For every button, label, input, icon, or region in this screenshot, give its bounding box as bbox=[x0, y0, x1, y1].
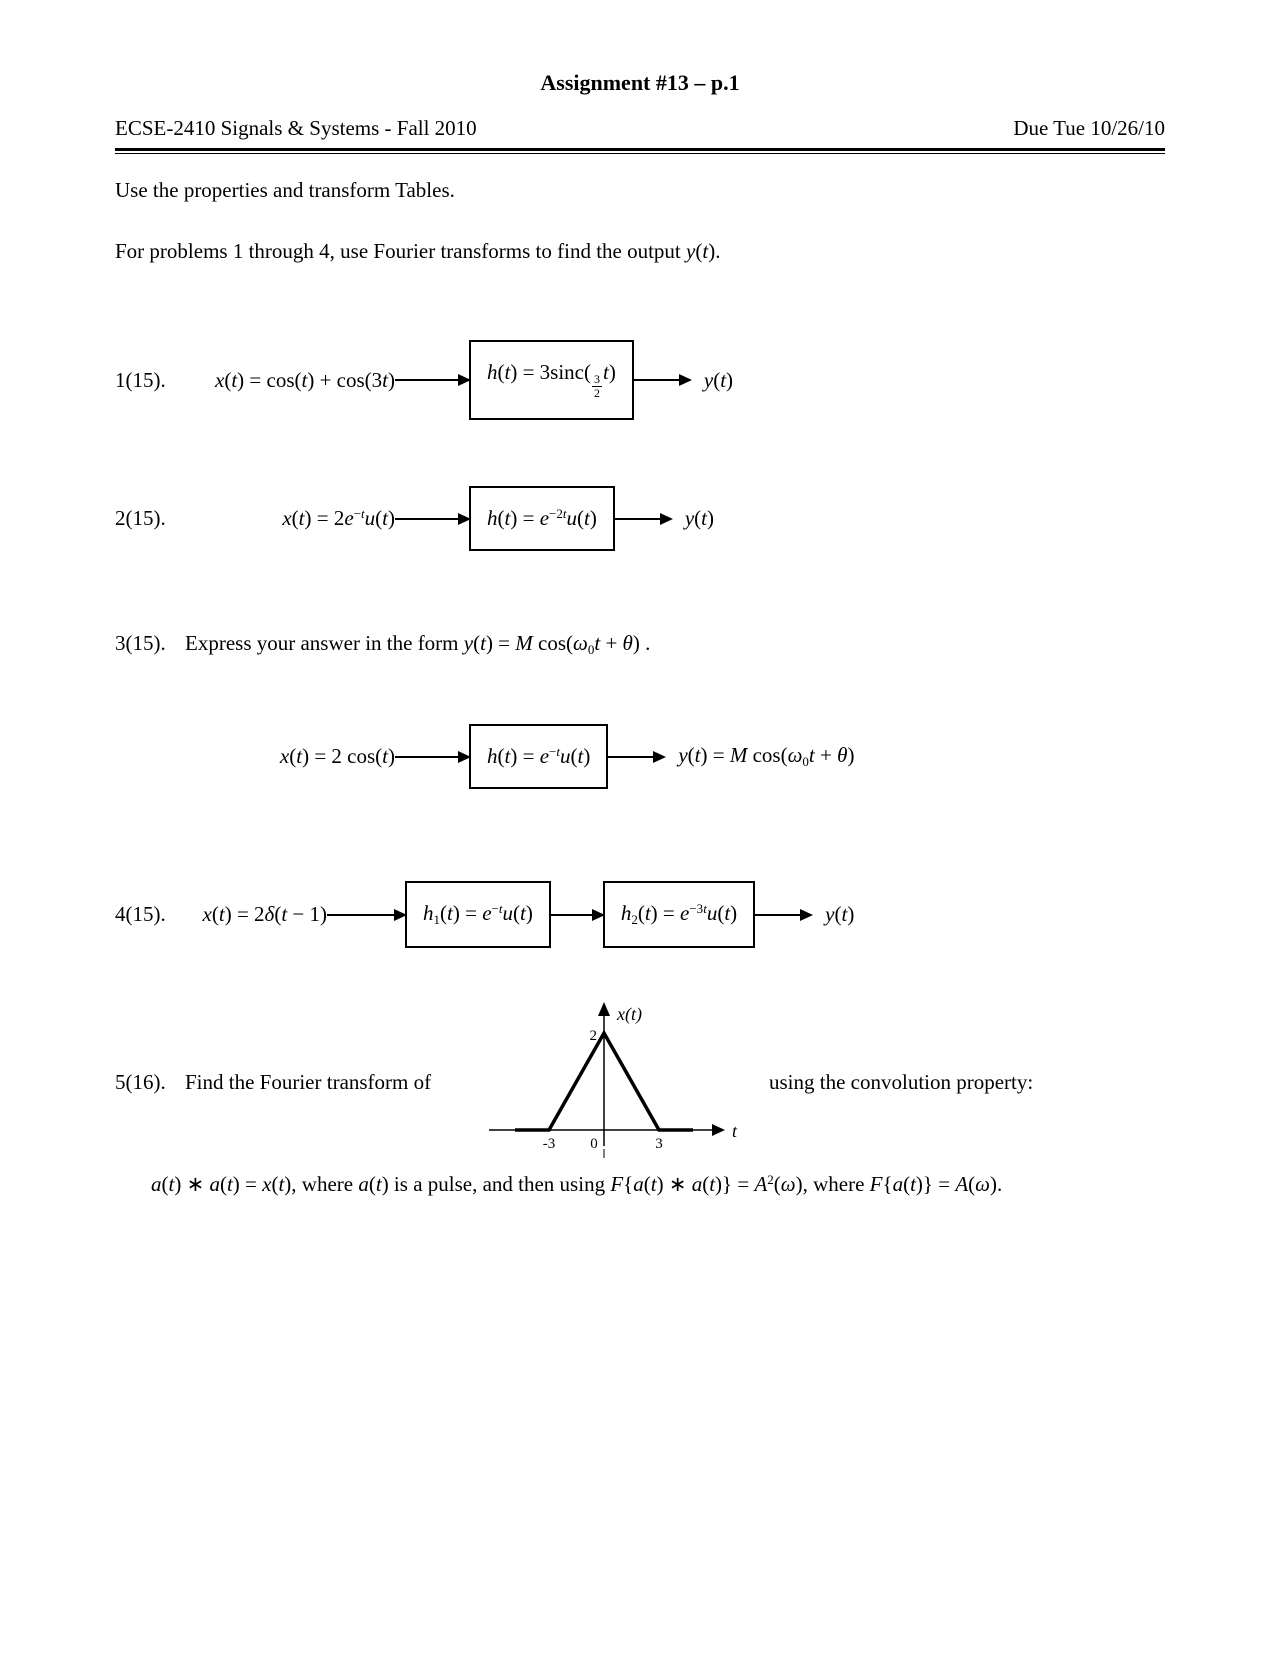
problem-3-input-signal: x(t) = 2 cos(t) bbox=[279, 744, 395, 769]
arrow-right-icon bbox=[395, 379, 469, 381]
problem-5-lead bbox=[115, 1070, 473, 1095]
arrow-right-icon bbox=[755, 914, 811, 916]
arrow-right-icon bbox=[395, 518, 469, 520]
course-name: ECSE-2410 Signals & Systems - Fall 2010 bbox=[115, 116, 477, 140]
double-rule-divider bbox=[115, 148, 1165, 154]
problem-4-system-box-2: $h_2(t) = e^{-3t}u(t)$ bbox=[603, 881, 755, 948]
problem-3-output-signal: y(t) = M $\cos(\omega_0t + \theta)$ bbox=[678, 743, 855, 770]
problem-2-number: 2(15). bbox=[115, 506, 166, 531]
arrow-right-icon bbox=[551, 914, 603, 916]
plot-tick-neg3: -3 bbox=[542, 1136, 556, 1153]
problem-1-system-box: h(t) = 3sinc( $\frac{3}{2}$ t) bbox=[469, 340, 634, 420]
problem-2-system-box: $h(t) = e^{-2t}u(t)$ bbox=[469, 486, 615, 551]
instruction-line-1: Use the properties and transform Tables. bbox=[115, 178, 455, 202]
problem-2-input-signal: $x(t) = 2e^{-t}u(t)$ bbox=[282, 506, 395, 531]
arrow-right-icon bbox=[608, 756, 664, 758]
problem-3-number: 3(15). bbox=[115, 631, 166, 656]
problem-2-row bbox=[115, 486, 1165, 551]
plot-tick-3: 3 bbox=[655, 1136, 663, 1153]
triangle-signal-plot bbox=[479, 1000, 749, 1164]
problem-4-output-signal: y(t) bbox=[825, 902, 855, 927]
problem-5-text-before: Find the Fourier transform of bbox=[185, 1069, 432, 1094]
problem-2-output-signal: y(t) bbox=[684, 506, 714, 531]
problem-4-input-signal: x(t) = 2δ(t − 1) bbox=[202, 902, 327, 927]
problem-3-statement-text: Express your answer in the form y(t) = M $\cos(\omega_0t + \theta)$ . bbox=[185, 631, 651, 658]
problem-1-number: 1(15). bbox=[115, 367, 166, 392]
problem-3-lead bbox=[115, 744, 395, 769]
arrow-right-icon bbox=[327, 914, 405, 916]
problem-3-system-box: $h(t) = e^{-t}u(t)$ bbox=[469, 724, 608, 789]
x-axis-arrow-icon bbox=[712, 1124, 725, 1136]
y-axis-arrow-icon bbox=[598, 1002, 610, 1016]
instruction-line-2: For problems 1 through 4, use Fourier transforms to find the output y(t). bbox=[115, 239, 721, 263]
problem-1-row bbox=[115, 340, 1165, 420]
problem-4-system-box-1: $h_1(t) = e^{-t}u(t)$ bbox=[405, 881, 551, 948]
problem-4-number: 4(15). bbox=[115, 902, 166, 927]
problem-4-lead bbox=[115, 902, 327, 927]
due-date: Due Tue 10/26/10 bbox=[1013, 116, 1165, 140]
problem-3-row bbox=[115, 724, 1165, 789]
arrow-right-icon bbox=[615, 518, 671, 520]
problem-5-row bbox=[115, 1000, 1165, 1164]
problem-1-input-signal: x(t) = cos(t) + cos(3t) bbox=[214, 367, 395, 392]
plot-xlabel: t bbox=[732, 1121, 738, 1142]
problem-5-number: 5(16). bbox=[115, 1069, 166, 1094]
arrow-right-icon bbox=[634, 379, 690, 381]
plot-ylabel: x(t) bbox=[617, 1004, 642, 1025]
problem-1-output-signal: y(t) bbox=[703, 367, 734, 392]
page-title: Assignment #13 – p.1 bbox=[540, 70, 740, 95]
problem-1-lead bbox=[115, 368, 395, 393]
problem-3-statement bbox=[115, 631, 1165, 658]
header-row bbox=[115, 116, 1165, 141]
plot-peak-label: 2 bbox=[589, 1028, 597, 1045]
problem-4-row bbox=[115, 881, 1165, 948]
problem-5-formula: a(t) ∗ a(t) = x(t), where a(t) is a pulse, and then using F{a(t) ∗ $a(t)\} = A^2(\omega)$, where F{a(t)} = A(ω). bbox=[151, 1172, 1003, 1197]
plot-tick-0: 0 bbox=[590, 1136, 598, 1153]
problem-5-text-after: using the convolution property: bbox=[769, 1069, 1034, 1094]
problem-2-lead bbox=[115, 506, 395, 531]
arrow-right-icon bbox=[395, 756, 469, 758]
